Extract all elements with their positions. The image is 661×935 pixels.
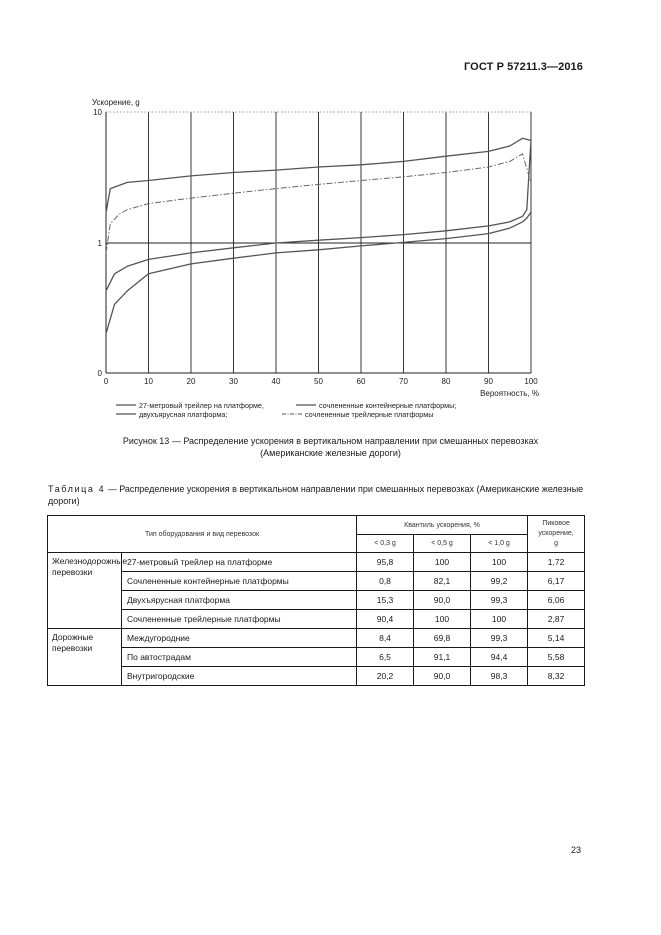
x-tick-label-10: 10 bbox=[144, 377, 153, 386]
y-tick-label-1: 1 bbox=[97, 239, 102, 248]
row-q3: 100 bbox=[471, 610, 528, 629]
header-q2: < 0,5 g bbox=[414, 535, 471, 553]
x-tick-label-50: 50 bbox=[314, 377, 323, 386]
x-tick-label-20: 20 bbox=[186, 377, 196, 386]
row-name: Двухъярусная платформа bbox=[122, 591, 357, 610]
row-q2: 91,1 bbox=[414, 648, 471, 667]
y-tick-label-0: 0 bbox=[97, 369, 102, 378]
x-axis-label: Вероятность, % bbox=[480, 389, 539, 398]
table-title-label: Таблица 4 bbox=[48, 484, 106, 494]
row-name: 27-метровый трейлер на платформе bbox=[122, 553, 357, 572]
row-peak: 5,58 bbox=[528, 648, 585, 667]
header-type: Тип оборудования и вид перевозок bbox=[48, 516, 357, 553]
table-row bbox=[48, 667, 585, 686]
figure-caption bbox=[40, 435, 621, 459]
table-row bbox=[48, 553, 585, 572]
row-q3: 99,2 bbox=[471, 572, 528, 591]
legend-label-1: сочлененные контейнерные платформы; bbox=[319, 401, 457, 410]
row-q1: 15,3 bbox=[357, 591, 414, 610]
y-tick-label-10: 10 bbox=[93, 108, 102, 117]
legend-label-0: 27-метровый трейлер на платформе, bbox=[139, 401, 264, 410]
x-tick-label-80: 80 bbox=[441, 377, 451, 386]
row-name: Внутригородские bbox=[122, 667, 357, 686]
row-peak: 6,06 bbox=[528, 591, 585, 610]
row-q3: 99,3 bbox=[471, 591, 528, 610]
row-q2: 69,8 bbox=[414, 629, 471, 648]
page-number: 23 bbox=[570, 845, 581, 855]
row-peak: 8,32 bbox=[528, 667, 585, 686]
x-tick-label-100: 100 bbox=[524, 377, 538, 386]
acceleration-chart bbox=[84, 96, 554, 426]
row-q3: 98,3 bbox=[471, 667, 528, 686]
x-tick-label-70: 70 bbox=[399, 377, 408, 386]
row-q2: 82,1 bbox=[414, 572, 471, 591]
row-q3: 100 bbox=[471, 553, 528, 572]
row-q1: 0,8 bbox=[357, 572, 414, 591]
legend-label-3: сочлененные трейлерные платформы bbox=[305, 410, 434, 419]
row-q1: 8,4 bbox=[357, 629, 414, 648]
header-q1: < 0,3 g bbox=[357, 535, 414, 553]
header-peak: Пиковое ускорение, g bbox=[528, 516, 585, 553]
row-q2: 90,0 bbox=[414, 591, 471, 610]
x-tick-label-30: 30 bbox=[229, 377, 238, 386]
table-row bbox=[48, 591, 585, 610]
row-peak: 1,72 bbox=[528, 553, 585, 572]
row-q1: 90,4 bbox=[357, 610, 414, 629]
row-peak: 6,17 bbox=[528, 572, 585, 591]
figure-caption-line2: (Американские железные дороги) bbox=[260, 448, 401, 458]
row-name: По автострадам bbox=[122, 648, 357, 667]
figure-caption-line1: Рисунок 13 — Распределение ускорения в вертикальном направлении при смешанных перевозках bbox=[122, 436, 539, 446]
legend-label-2: двухъярусная платформа; bbox=[139, 410, 228, 419]
table-row bbox=[48, 610, 585, 629]
row-q1: 95,8 bbox=[357, 553, 414, 572]
x-tick-label-40: 40 bbox=[271, 377, 281, 386]
row-q3: 94,4 bbox=[471, 648, 528, 667]
table-row bbox=[48, 572, 585, 591]
table-title bbox=[48, 483, 588, 507]
row-name: Сочлененные контейнерные платформы bbox=[122, 572, 357, 591]
header-q3: < 1,0 g bbox=[471, 535, 528, 553]
x-tick-label-60: 60 bbox=[356, 377, 366, 386]
x-tick-label-90: 90 bbox=[484, 377, 493, 386]
row-peak: 2,87 bbox=[528, 610, 585, 629]
group-label-road: Дорожные перевозки bbox=[48, 629, 122, 686]
row-peak: 5,14 bbox=[528, 629, 585, 648]
document-header: ГОСТ Р 57211.3—2016 bbox=[463, 61, 583, 73]
row-name: Сочлененные трейлерные платформы bbox=[122, 610, 357, 629]
y-axis-label: Ускорение, g bbox=[92, 98, 140, 107]
table-row bbox=[48, 648, 585, 667]
chart-svg bbox=[84, 96, 554, 426]
table-row bbox=[48, 629, 585, 648]
row-q2: 100 bbox=[414, 553, 471, 572]
row-q1: 20,2 bbox=[357, 667, 414, 686]
header-quantile: Квантиль ускорения, % bbox=[357, 516, 528, 535]
group-label-rail: Железнодорожные перевозки bbox=[48, 553, 122, 629]
row-q2: 100 bbox=[414, 610, 471, 629]
x-tick-label-0: 0 bbox=[103, 377, 109, 386]
acceleration-table bbox=[47, 515, 585, 686]
row-name: Междугородние bbox=[122, 629, 357, 648]
row-q1: 6,5 bbox=[357, 648, 414, 667]
row-q2: 90,0 bbox=[414, 667, 471, 686]
row-q3: 99,3 bbox=[471, 629, 528, 648]
table-title-text: — Распределение ускорения в вертикальном направлении при смешанных перевозках (Американские железные дороги) bbox=[48, 484, 584, 506]
